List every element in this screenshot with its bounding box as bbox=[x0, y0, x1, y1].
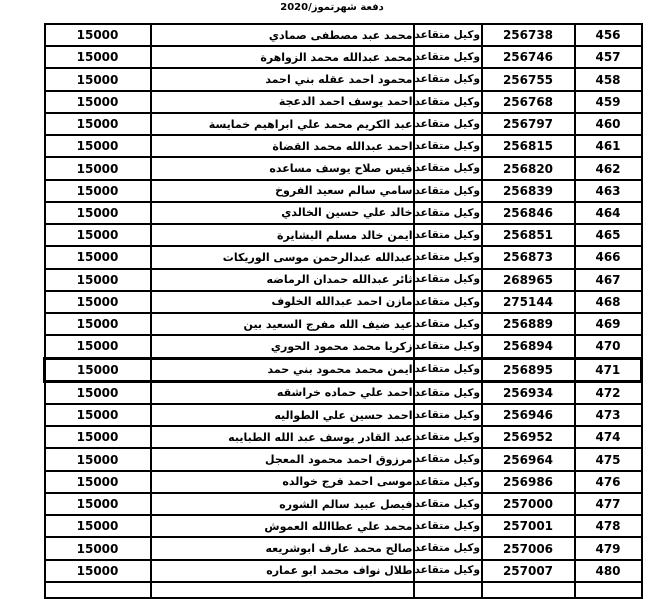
amount-cell[interactable]: 15000 bbox=[45, 202, 151, 224]
role-cell[interactable]: وكيل متقاعد bbox=[414, 202, 482, 224]
id-cell[interactable]: 256738 bbox=[482, 24, 575, 46]
name-cell[interactable]: احمد يوسف احمد الدعجة bbox=[151, 91, 414, 113]
rank-cell[interactable]: 473 bbox=[575, 404, 642, 426]
rank-cell[interactable]: 462 bbox=[575, 157, 642, 179]
amount-cell[interactable]: 15000 bbox=[45, 313, 151, 335]
name-cell[interactable]: صالح محمد عارف ابوشريعه bbox=[151, 537, 414, 559]
table-row bbox=[45, 157, 642, 179]
role-cell[interactable]: وكيل متقاعد bbox=[414, 471, 482, 493]
table-row bbox=[45, 358, 642, 381]
table-row bbox=[45, 46, 642, 68]
payments-table bbox=[43, 23, 643, 599]
table-row-partial bbox=[45, 582, 642, 598]
table-row bbox=[45, 381, 642, 404]
rank-cell[interactable]: 472 bbox=[575, 381, 642, 404]
role-cell[interactable]: وكيل متقاعد bbox=[414, 91, 482, 113]
id-cell[interactable]: 256846 bbox=[482, 202, 575, 224]
id-cell[interactable]: 256873 bbox=[482, 246, 575, 268]
table-row bbox=[45, 313, 642, 335]
amount-cell[interactable]: 15000 bbox=[45, 246, 151, 268]
id-cell[interactable]: 256820 bbox=[482, 157, 575, 179]
role-cell[interactable]: وكيل متقاعد bbox=[414, 515, 482, 537]
amount-cell[interactable]: 15000 bbox=[45, 448, 151, 470]
rank-cell[interactable]: 479 bbox=[575, 537, 642, 559]
name-cell[interactable]: طلال نواف محمد ابو عماره bbox=[151, 560, 414, 582]
amount-cell[interactable]: 15000 bbox=[45, 135, 151, 157]
payments-table-body bbox=[45, 24, 642, 598]
id-cell[interactable]: 256986 bbox=[482, 471, 575, 493]
name-cell[interactable]: احمد حسين علي الطواليه bbox=[151, 404, 414, 426]
name-cell[interactable]: ثائر عبدالله حمدان الرماضه bbox=[151, 269, 414, 291]
table-row bbox=[45, 113, 642, 135]
id-cell[interactable]: 256894 bbox=[482, 335, 575, 358]
name-cell[interactable]: محمد عبد مصطفى صمادي bbox=[151, 24, 414, 46]
table-row bbox=[45, 246, 642, 268]
table-row bbox=[45, 24, 642, 46]
empty-cell bbox=[151, 582, 414, 598]
name-cell[interactable]: فيصل عبيد سالم الشوره bbox=[151, 493, 414, 515]
name-cell[interactable]: ايمن محمد محمود بني حمد bbox=[151, 358, 414, 381]
name-cell[interactable]: ايمن خالد مسلم البشايرة bbox=[151, 224, 414, 246]
id-cell[interactable]: 256934 bbox=[482, 381, 575, 404]
table-row bbox=[45, 135, 642, 157]
name-cell[interactable]: عبد الكريم محمد علي ابراهيم خمايسة bbox=[151, 113, 414, 135]
table-row bbox=[45, 537, 642, 559]
rank-cell[interactable]: 474 bbox=[575, 426, 642, 448]
rank-cell[interactable]: 458 bbox=[575, 68, 642, 90]
rank-cell[interactable]: 476 bbox=[575, 471, 642, 493]
id-cell[interactable]: 256889 bbox=[482, 313, 575, 335]
amount-cell[interactable]: 15000 bbox=[45, 335, 151, 358]
rank-cell[interactable]: 478 bbox=[575, 515, 642, 537]
role-cell[interactable]: وكيل متقاعد bbox=[414, 224, 482, 246]
amount-cell[interactable]: 15000 bbox=[45, 537, 151, 559]
id-cell[interactable]: 256839 bbox=[482, 180, 575, 202]
id-cell[interactable]: 256851 bbox=[482, 224, 575, 246]
table-row bbox=[45, 448, 642, 470]
role-cell[interactable]: وكيل متقاعد bbox=[414, 157, 482, 179]
rank-cell[interactable]: 457 bbox=[575, 46, 642, 68]
page-title: دفعة شهرتموز/2020 bbox=[280, 2, 384, 13]
id-cell[interactable]: 256768 bbox=[482, 91, 575, 113]
role-cell[interactable]: وكيل متقاعد bbox=[414, 537, 482, 559]
name-cell[interactable]: احمد عبدالله محمد القضاة bbox=[151, 135, 414, 157]
rank-cell[interactable]: 468 bbox=[575, 291, 642, 313]
name-cell[interactable]: احمد علي حماده خراشقه bbox=[151, 381, 414, 404]
id-cell[interactable]: 256952 bbox=[482, 426, 575, 448]
name-cell[interactable]: عيد ضيف الله مفرج السعيد بين bbox=[151, 313, 414, 335]
amount-cell[interactable]: 15000 bbox=[45, 269, 151, 291]
role-cell[interactable]: وكيل متقاعد bbox=[414, 24, 482, 46]
name-cell[interactable]: عبد القادر يوسف عبد الله الطبايبه bbox=[151, 426, 414, 448]
name-cell[interactable]: محمود احمد عقله بني احمد bbox=[151, 68, 414, 90]
name-cell[interactable]: مرزوق احمد محمود المعجل bbox=[151, 448, 414, 470]
amount-cell[interactable]: 15000 bbox=[45, 515, 151, 537]
id-cell[interactable]: 256746 bbox=[482, 46, 575, 68]
name-cell[interactable]: محمد عبدالله محمد الزواهرة bbox=[151, 46, 414, 68]
role-cell[interactable]: وكيل متقاعد bbox=[414, 404, 482, 426]
rank-cell[interactable]: 461 bbox=[575, 135, 642, 157]
amount-cell[interactable]: 15000 bbox=[45, 493, 151, 515]
id-cell[interactable]: 256755 bbox=[482, 68, 575, 90]
role-cell[interactable]: وكيل متقاعد bbox=[414, 180, 482, 202]
amount-cell[interactable]: 15000 bbox=[45, 46, 151, 68]
rank-cell[interactable]: 470 bbox=[575, 335, 642, 358]
role-cell[interactable]: وكيل متقاعد bbox=[414, 269, 482, 291]
role-cell[interactable]: وكيل متقاعد bbox=[414, 246, 482, 268]
role-cell[interactable]: وكيل متقاعد bbox=[414, 381, 482, 404]
table-row bbox=[45, 493, 642, 515]
table-row bbox=[45, 224, 642, 246]
name-cell[interactable]: مازن احمد عبدالله الخلوف bbox=[151, 291, 414, 313]
amount-cell[interactable]: 15000 bbox=[45, 113, 151, 135]
rank-cell[interactable]: 460 bbox=[575, 113, 642, 135]
amount-cell[interactable]: 15000 bbox=[45, 68, 151, 90]
role-cell[interactable]: وكيل متقاعد bbox=[414, 426, 482, 448]
amount-cell[interactable]: 15000 bbox=[45, 157, 151, 179]
role-cell[interactable]: وكيل متقاعد bbox=[414, 448, 482, 470]
rank-cell[interactable]: 456 bbox=[575, 24, 642, 46]
rank-cell[interactable]: 471 bbox=[575, 358, 642, 381]
rank-cell[interactable]: 480 bbox=[575, 560, 642, 582]
table-row bbox=[45, 515, 642, 537]
empty-cell bbox=[482, 582, 575, 598]
table-row bbox=[45, 471, 642, 493]
rank-cell[interactable]: 463 bbox=[575, 180, 642, 202]
table-row bbox=[45, 335, 642, 358]
id-cell[interactable]: 257006 bbox=[482, 537, 575, 559]
role-cell[interactable]: وكيل متقاعد bbox=[414, 46, 482, 68]
name-cell[interactable]: سامي سالم سعيد الفروخ bbox=[151, 180, 414, 202]
name-cell[interactable]: زكريا محمد محمود الحوري bbox=[151, 335, 414, 358]
id-cell[interactable]: 256797 bbox=[482, 113, 575, 135]
id-cell[interactable]: 257001 bbox=[482, 515, 575, 537]
table-row bbox=[45, 180, 642, 202]
name-cell[interactable]: قيس صلاح يوسف مساعده bbox=[151, 157, 414, 179]
role-cell[interactable]: وكيل متقاعد bbox=[414, 113, 482, 135]
rank-cell[interactable]: 465 bbox=[575, 224, 642, 246]
id-cell[interactable]: 268965 bbox=[482, 269, 575, 291]
table-row bbox=[45, 404, 642, 426]
amount-cell[interactable]: 15000 bbox=[45, 560, 151, 582]
role-cell[interactable]: وكيل متقاعد bbox=[414, 135, 482, 157]
rank-cell[interactable]: 464 bbox=[575, 202, 642, 224]
name-cell[interactable]: خالد علي حسين الخالدي bbox=[151, 202, 414, 224]
amount-cell[interactable]: 15000 bbox=[45, 291, 151, 313]
table-row bbox=[45, 68, 642, 90]
rank-cell[interactable]: 467 bbox=[575, 269, 642, 291]
id-cell[interactable]: 256895 bbox=[482, 358, 575, 381]
name-cell[interactable]: عبدالله عبدالرحمن موسى الوريكات bbox=[151, 246, 414, 268]
empty-cell bbox=[575, 582, 642, 598]
name-cell[interactable]: موسى احمد فرج خوالده bbox=[151, 471, 414, 493]
table-row bbox=[45, 269, 642, 291]
empty-cell bbox=[414, 582, 482, 598]
rank-cell[interactable]: 466 bbox=[575, 246, 642, 268]
empty-cell bbox=[45, 582, 151, 598]
id-cell[interactable]: 256946 bbox=[482, 404, 575, 426]
role-cell[interactable]: وكيل متقاعد bbox=[414, 68, 482, 90]
id-cell[interactable]: 257000 bbox=[482, 493, 575, 515]
rank-cell[interactable]: 475 bbox=[575, 448, 642, 470]
table-row bbox=[45, 91, 642, 113]
role-cell[interactable]: وكيل متقاعد bbox=[414, 335, 482, 358]
rank-cell[interactable]: 477 bbox=[575, 493, 642, 515]
rank-cell[interactable]: 469 bbox=[575, 313, 642, 335]
amount-cell[interactable]: 15000 bbox=[45, 358, 151, 381]
amount-cell[interactable]: 15000 bbox=[45, 381, 151, 404]
amount-cell[interactable]: 15000 bbox=[45, 224, 151, 246]
amount-cell[interactable]: 15000 bbox=[45, 426, 151, 448]
table-row bbox=[45, 426, 642, 448]
name-cell[interactable]: محمد علي عطاالله العموش bbox=[151, 515, 414, 537]
amount-cell[interactable]: 15000 bbox=[45, 471, 151, 493]
role-cell[interactable]: وكيل متقاعد bbox=[414, 493, 482, 515]
id-cell[interactable]: 256964 bbox=[482, 448, 575, 470]
table-row bbox=[45, 560, 642, 582]
id-cell[interactable]: 257007 bbox=[482, 560, 575, 582]
amount-cell[interactable]: 15000 bbox=[45, 180, 151, 202]
amount-cell[interactable]: 15000 bbox=[45, 24, 151, 46]
role-cell[interactable]: وكيل متقاعد bbox=[414, 358, 482, 381]
id-cell[interactable]: 256815 bbox=[482, 135, 575, 157]
role-cell[interactable]: وكيل متقاعد bbox=[414, 560, 482, 582]
table-row bbox=[45, 202, 642, 224]
rank-cell[interactable]: 459 bbox=[575, 91, 642, 113]
amount-cell[interactable]: 15000 bbox=[45, 404, 151, 426]
role-cell[interactable]: وكيل متقاعد bbox=[414, 313, 482, 335]
role-cell[interactable]: وكيل متقاعد bbox=[414, 291, 482, 313]
table-row bbox=[45, 291, 642, 313]
id-cell[interactable]: 275144 bbox=[482, 291, 575, 313]
amount-cell[interactable]: 15000 bbox=[45, 91, 151, 113]
